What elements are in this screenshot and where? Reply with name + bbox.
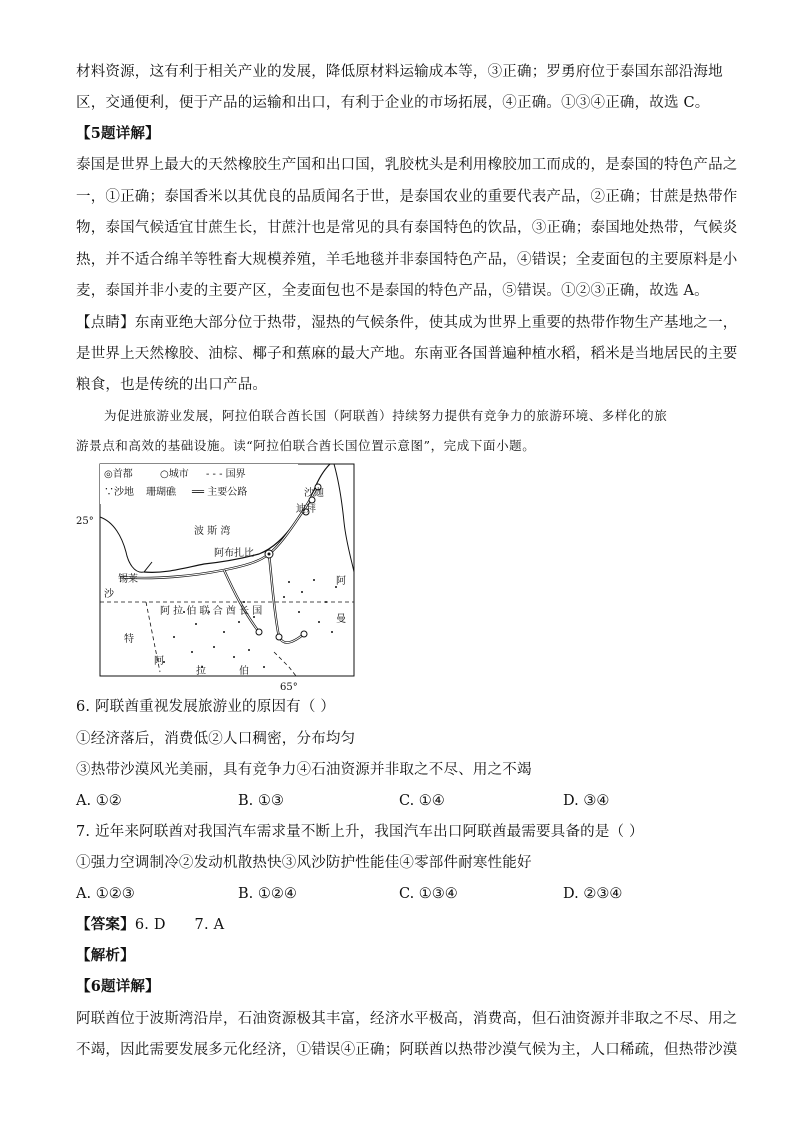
option-b: B. ①②④ [238, 886, 297, 902]
saudi-label-3: 阿 [154, 656, 164, 667]
question-6-item: ①经济落后，消费低②人口稠密，分布均匀 [76, 731, 356, 747]
text-line: 一，①正确；泰国香米以其优良的品质闻名于世，是泰国农业的重要代表产品，②正确；甘蔗是热带作 [76, 189, 738, 205]
text-line: 泰国是世界上最大的天然橡胶生产国和出口国，乳胶枕头是利用橡胶加工而成的，是泰国的特色产品之 [76, 157, 738, 173]
text-line: 粮食，也是传统的出口产品。 [76, 377, 268, 393]
saudi-label-4: 拉 [196, 666, 206, 677]
text-line: 麦，泰国并非小麦的主要产区，全麦面包也不是泰国的特色产品，⑤错误。①②③正确，故选 A。 [76, 283, 709, 299]
option-b: B. ①③ [238, 793, 284, 809]
option-d: D. ③④ [563, 793, 610, 809]
option-c: C. ①④ [399, 793, 445, 809]
oman-label-2: 曼 [336, 614, 346, 625]
abu-dhabi-label: 阿布扎比 [214, 548, 254, 559]
saudi-label-1: 沙 [104, 589, 114, 600]
section-heading: 【5题详解】 [76, 125, 160, 142]
text-line: 区，交通便利，便于产品的运输和出口，有利于企业的市场拓展，④正确。①③④正确，故选 C。 [76, 95, 710, 111]
option-c: C. ①③④ [399, 886, 458, 902]
option-a: A. ①② [76, 793, 122, 809]
option-a: A. ①②③ [76, 886, 135, 902]
analysis-heading: 【解析】 [76, 947, 135, 964]
uae-location-map [74, 462, 364, 692]
answer-line [76, 915, 224, 935]
key-point-paragraph: 【点睛】东南亚绝大部分位于热带，湿热的气候条件，使其成为世界上重要的热带作物生产基地之一， [76, 315, 738, 331]
question-6-item: ③热带沙漠风光美丽，具有竞争力④石油资源并非取之不尽、用之不竭 [76, 762, 532, 778]
saudi-label-2: 特 [124, 634, 134, 645]
text-line: 阿联酋位于波斯湾沿岸，石油资源极其丰富，经济水平极高，消费高，但石油资源并非取之不尽、用之 [76, 1011, 738, 1027]
legend-city: ○城市 [160, 469, 189, 480]
dubai-label: 迪拜 [296, 504, 316, 515]
text-line: 物，泰国气候适宜甘蔗生长，甘蔗汁也是常见的具有泰国特色的饮品，③正确；泰国地处热带，气候炎 [76, 220, 738, 236]
answer-label: 【答案】 [76, 916, 135, 933]
question-7-item: ①强力空调制冷②发动机散热快③风沙防护性能佳④零部件耐寒性能好 [76, 855, 532, 871]
text-line: 是世界上天然橡胶、油棕、椰子和蕉麻的最大产地。东南亚各国普遍种植水稻，稻米是当地居民的主要 [76, 346, 738, 362]
sharjah-label: 沙迦 [304, 488, 324, 499]
uae-country-label: 阿 拉 伯 联 合 酋 长 国 [160, 606, 263, 617]
persian-gulf-label: 波 斯 湾 [194, 526, 231, 537]
q6-detail-heading: 【6题详解】 [76, 978, 160, 995]
intro-text: 为促进旅游业发展，阿拉伯联合酋长国（阿联酋）持续努力提供有竞争力的旅游环境、多样化的旅 [104, 408, 668, 423]
legend-capital: ◎首都 [104, 469, 133, 480]
question-7-stem: 7. 近年来阿联酋对我国汽车需求量不断上升，我国汽车出口阿联酋最需要具备的是（ ） [76, 824, 644, 840]
longitude-label: 65° [280, 682, 298, 692]
latitude-label: 25° [76, 516, 94, 527]
text-line: 热，并不适合绵羊等牲畜大规模养殖，羊毛地毯并非泰国特色产品，④错误；全麦面包的主要原料是小 [76, 252, 738, 268]
legend-border: - - - 国界 [206, 469, 246, 480]
text-line: 材料资源，这有利于相关产业的发展，降低原材料运输成本等，③正确；罗勇府位于泰国东部沿海地 [76, 64, 723, 80]
answer-value: 6. D 7. A [134, 917, 225, 933]
text-line: 不竭，因此需要发展多元化经济，①错误④正确；阿联酋以热带沙漠气候为主，人口稀疏，但热带沙漠 [76, 1042, 738, 1058]
question-6-stem: 6. 阿联酋重视发展旅游业的原因有（ ） [76, 699, 336, 715]
legend-sand: ∵沙地 [104, 487, 134, 498]
sila-label: 锡莱 [118, 574, 138, 585]
oman-label-1: 阿 [336, 576, 346, 587]
legend-road: ══ 主要公路 [192, 487, 248, 498]
intro-text: 游景点和高效的基础设施。读“阿拉伯联合酋长国位置示意图”，完成下面小题。 [76, 438, 536, 453]
saudi-label-5: 伯 [239, 666, 249, 677]
legend-coral: 珊瑚礁 [146, 487, 176, 498]
option-d: D. ②③④ [563, 886, 623, 902]
